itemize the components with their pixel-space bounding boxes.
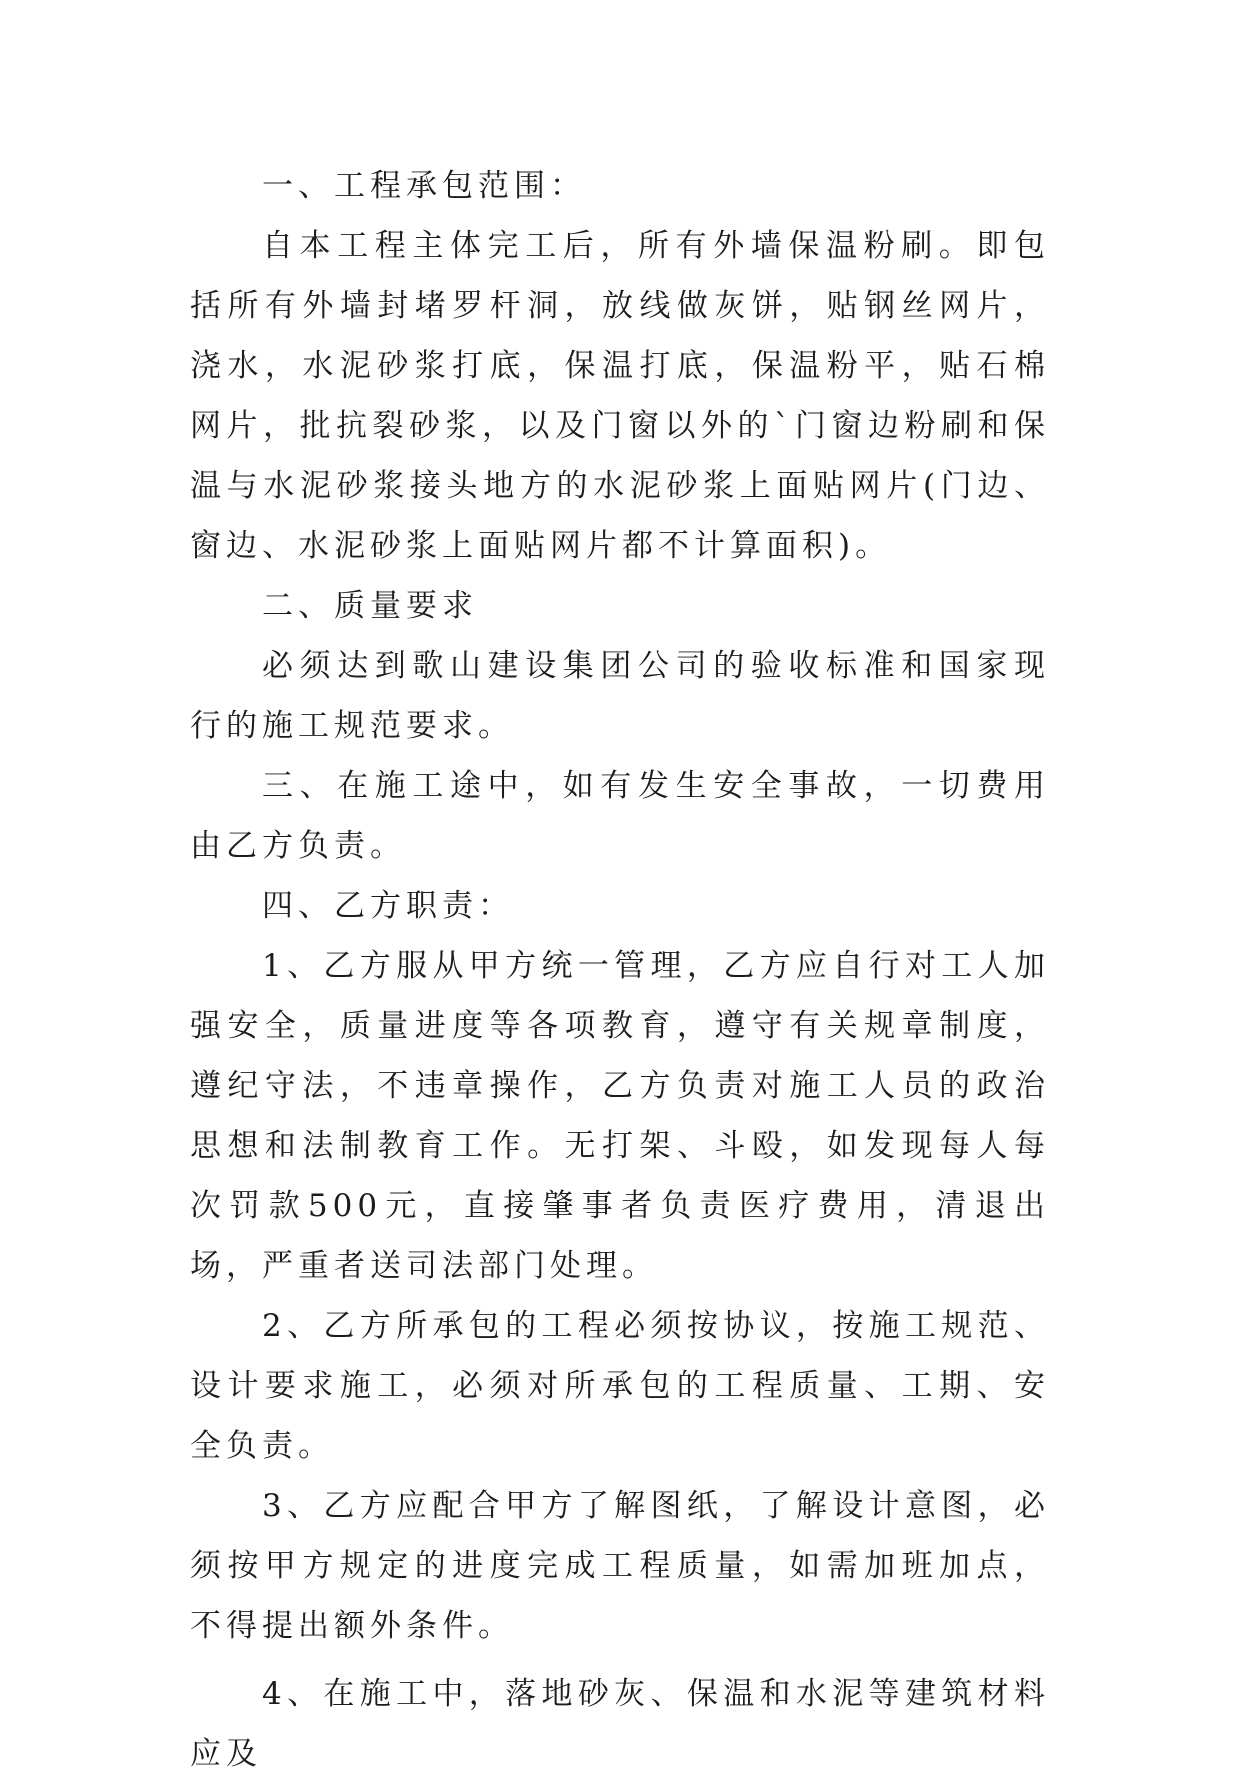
duty-item-4: 4、在施工中，落地砂灰、保温和水泥等建筑材料应及 [190, 1676, 1050, 1772]
quality-paragraph: 必须达到歌山建设集团公司的验收标准和国家现行的施工规范要求。 [190, 648, 1050, 744]
contract-body [190, 156, 1050, 1784]
scope-paragraph: 自本工程主体完工后，所有外墙保温粉刷。即包括所有外墙封堵罗杆洞，放线做灰饼，贴钢丝网片，浇水，水泥砂浆打底，保温打底，保温粉平，贴石棉网片，批抗裂砂浆，以及门窗以外的`门窗边粉刷和保温与水泥砂浆接头地方的水泥砂浆上面贴网片(门边、窗边、水泥砂浆上面贴网片都不计算面积)。 [190, 228, 1050, 564]
section-heading-scope: 一、工程承包范围： [262, 168, 586, 204]
safety-paragraph: 三、在施工途中，如有发生安全事故，一切费用由乙方负责。 [190, 768, 1050, 864]
section-heading-duties: 四、乙方职责： [262, 888, 514, 924]
duty-item-3: 3、乙方应配合甲方了解图纸，了解设计意图，必须按甲方规定的进度完成工程质量，如需加班加点，不得提出额外条件。 [190, 1488, 1050, 1644]
section-heading-quality: 二、质量要求 [262, 588, 478, 624]
duty-item-2: 2、乙方所承包的工程必须按协议，按施工规范、设计要求施工，必须对所承包的工程质量、工期、安全负责。 [190, 1308, 1050, 1464]
duty-item-1: 1、乙方服从甲方统一管理，乙方应自行对工人加强安全，质量进度等各项教育，遵守有关规章制度，遵纪守法，不违章操作，乙方负责对施工人员的政治思想和法制教育工作。无打架、斗殴，如发现每人每次罚款500元，直接肇事者负责医疗费用，清退出场，严重者送司法部门处理。 [190, 948, 1050, 1284]
